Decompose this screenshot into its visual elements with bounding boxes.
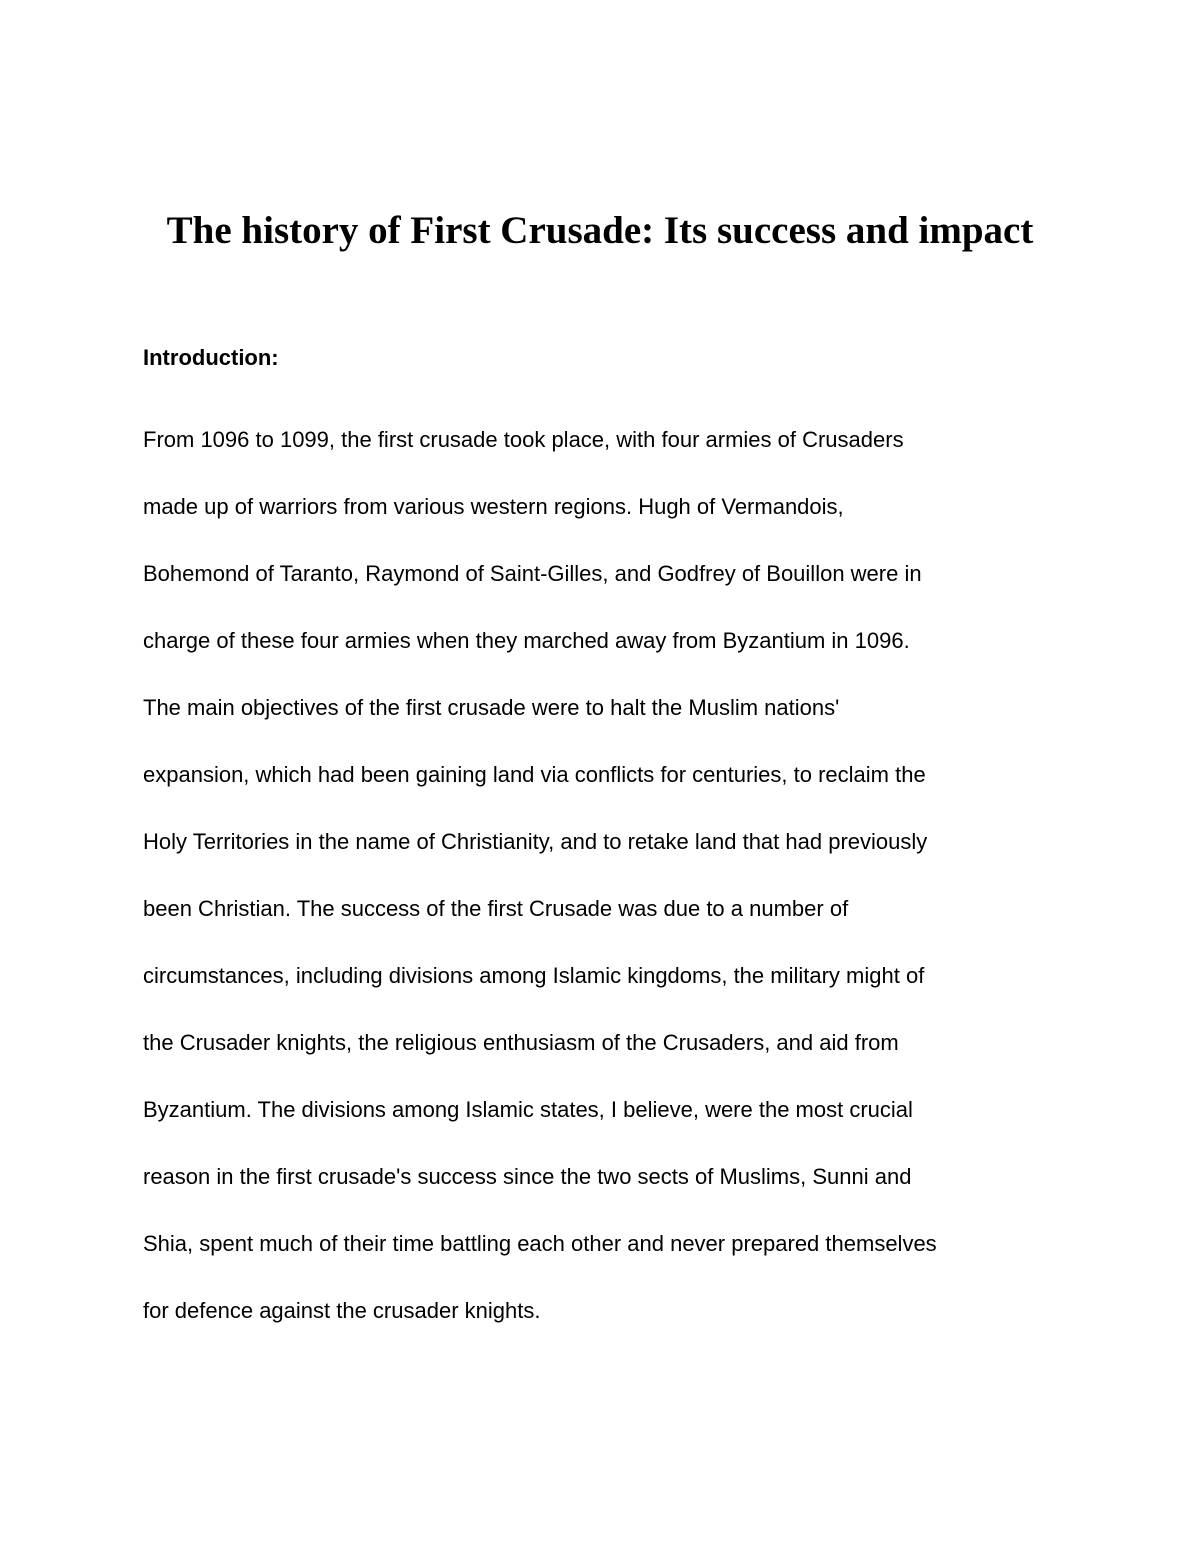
paragraph-line: Bohemond of Taranto, Raymond of Saint-Gilles, and Godfrey of Bouillon were in [143,561,922,586]
paragraph-line: The main objectives of the first crusade were to halt the Muslim nations' [143,695,840,720]
introduction-paragraph [143,422,1083,1360]
paragraph-line: the Crusader knights, the religious enthusiasm of the Crusaders, and aid from [143,1030,899,1055]
paragraph-line: reason in the first crusade's success since the two sects of Muslims, Sunni and [143,1164,912,1189]
paragraph-line: for defence against the crusader knights. [143,1298,541,1323]
document-title: The history of First Crusade: Its success and impact [166,209,1034,252]
paragraph-line: circumstances, including divisions among Islamic kingdoms, the military might of [143,963,925,988]
paragraph-line: From 1096 to 1099, the first crusade took place, with four armies of Crusaders [143,427,904,452]
section-heading: Introduction: [143,345,279,370]
paragraph-line: Shia, spent much of their time battling each other and never prepared themselves [143,1231,937,1256]
paragraph-line: been Christian. The success of the first Crusade was due to a number of [143,896,849,921]
paragraph-line: Holy Territories in the name of Christianity, and to retake land that had previously [143,829,928,854]
paragraph-line: Byzantium. The divisions among Islamic states, I believe, were the most crucial [143,1097,913,1122]
paragraph-line: expansion, which had been gaining land via conflicts for centuries, to reclaim the [143,762,926,787]
paragraph-line: made up of warriors from various western regions. Hugh of Vermandois, [143,494,844,519]
paragraph-line: charge of these four armies when they marched away from Byzantium in 1096. [143,628,910,653]
